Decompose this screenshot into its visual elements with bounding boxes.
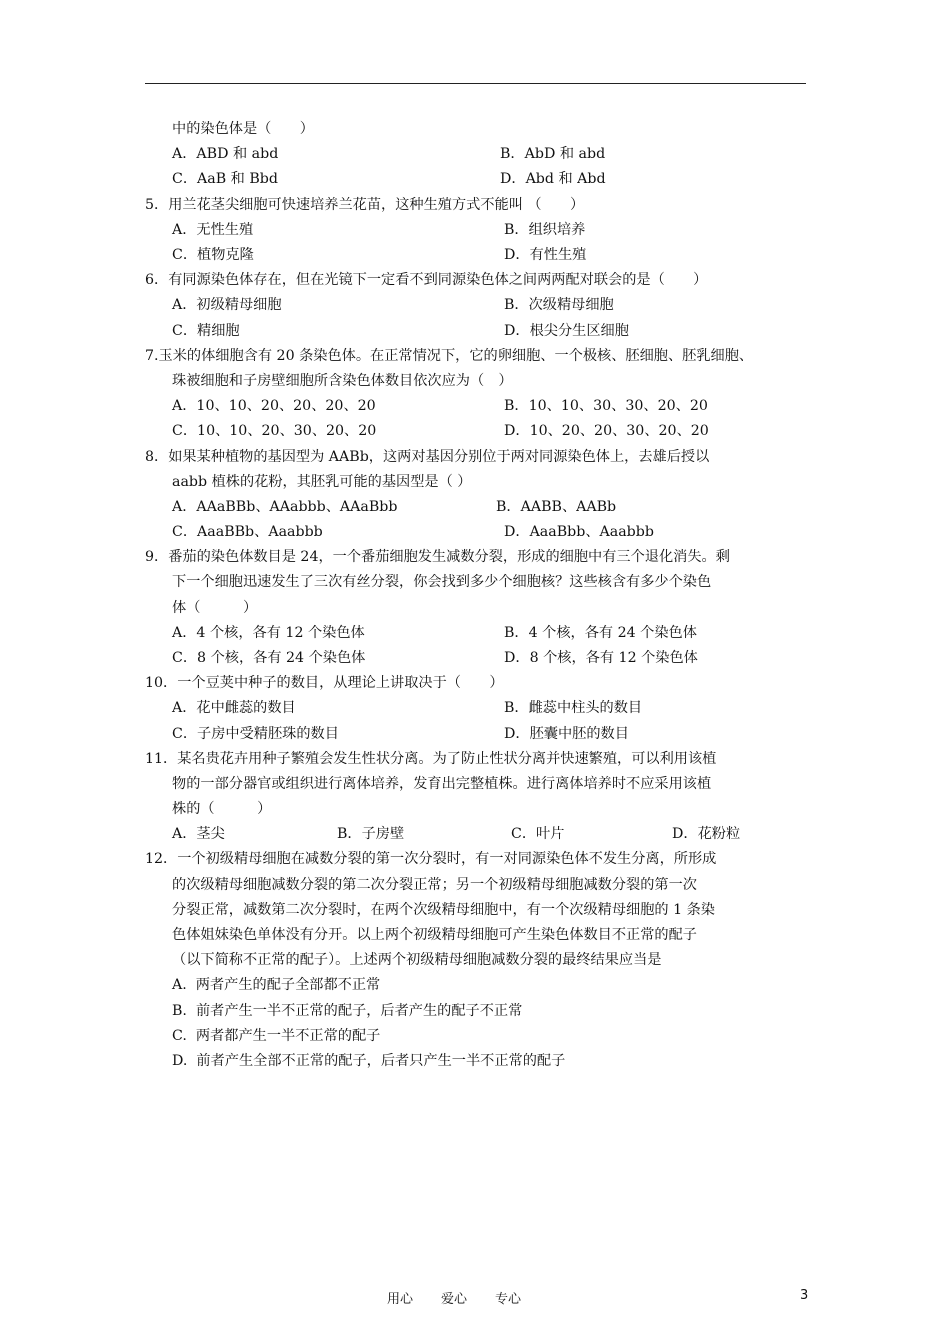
text-line: D．10、20、20、30、20、20 (504, 423, 709, 439)
text-line: C．AaaBBb、Aaabbb (172, 524, 323, 540)
text-line: 的次级精母细胞减数分裂的第二次分裂正常；另一个初级精母细胞减数分裂的第一次 (172, 877, 697, 893)
text-line: D．花粉粒 (672, 826, 741, 842)
text-line: 株的（ ） (172, 801, 272, 817)
text-line: B．子房壁 (337, 826, 405, 842)
text-line: B. 前者产生一半不正常的配子，后者产生的配子不正常 (172, 1003, 523, 1019)
text-line: A．无性生殖 (172, 222, 254, 238)
text-line: D．根尖分生区细胞 (504, 323, 629, 339)
text-line: 9．番茄的染色体数目是 24，一个番茄细胞发生减数分裂，形成的细胞中有三个退化消失。剩 (145, 549, 730, 565)
text-line: 6．有同源染色体存在，但在光镜下一定看不到同源染色体之间两两配对联会的是（ ） (145, 272, 708, 288)
text-line: A. 两者产生的配子全部都不正常 (172, 977, 381, 993)
text-line: 7.玉米的体细胞含有 20 条染色体。在正常情况下，它的卵细胞、一个极核、胚细胞、胚乳细胞、 (145, 348, 754, 364)
text-line: C．AaB 和 Bbd (172, 171, 278, 187)
text-line: B．4 个核，各有 24 个染色体 (504, 625, 697, 641)
text-line: D．有性生殖 (504, 247, 587, 263)
page-number: 3 (800, 1288, 809, 1303)
text-line: C．子房中受精胚珠的数目 (172, 726, 339, 742)
text-line: 10．一个豆荚中种子的数目，从理论上讲取决于（ ） (145, 675, 504, 691)
text-line: 分裂正常，减数第二次分裂时，在两个次级精母细胞中，有一个次级精母细胞的 1 条染 (172, 902, 715, 918)
text-line: 12．一个初级精母细胞在减数分裂的第一次分裂时，有一对同源染色体不发生分离，所形成 (145, 851, 717, 867)
text-line: C. 两者都产生一半不正常的配子 (172, 1028, 381, 1044)
text-line: 色体姐妹染色单体没有分开。以上两个初级精母细胞可产生染色体数目不正常的配子 (172, 927, 697, 943)
footer-slogan (387, 1288, 549, 1307)
text-line: B．组织培养 (504, 222, 586, 238)
text-line: 11．某名贵花卉用种子繁殖会发生性状分离。为了防止性状分离并快速繁殖，可以利用该植 (145, 751, 717, 767)
text-line: B．次级精母细胞 (504, 297, 614, 313)
header-rule (145, 83, 806, 84)
text-line: A．ABD 和 abd (172, 146, 279, 162)
footer-slogan-word: 用心 (387, 1292, 414, 1307)
text-line: （以下简称不正常的配子）。上述两个初级精母细胞减数分裂的最终结果应当是 (172, 952, 662, 968)
text-line: B．10、10、30、30、20、20 (504, 398, 708, 414)
footer-slogan-word: 专心 (495, 1292, 522, 1307)
text-line: D．胚囊中胚的数目 (504, 726, 629, 742)
text-line: B．AABB、AABb (496, 499, 617, 515)
text-line: 物的一部分器官或组织进行离体培养，发育出完整植株。进行离体培养时不应采用该植 (172, 776, 712, 792)
text-line: aabb 植株的花粉，其胚乳可能的基因型是（ ） (172, 474, 472, 490)
text-line: C．8 个核，各有 24 个染色体 (172, 650, 366, 666)
text-line: C．精细胞 (172, 323, 240, 339)
text-line: A．4 个核，各有 12 个染色体 (172, 625, 365, 641)
text-line: A．10、10、20、20、20、20 (172, 398, 376, 414)
text-line: C．叶片 (511, 826, 565, 842)
text-line: 中的染色体是（ ） (172, 121, 314, 137)
text-line: C．10、10、20、30、20、20 (172, 423, 377, 439)
text-line: D．8 个核，各有 12 个染色体 (504, 650, 698, 666)
text-line: D．Abd 和 Abd (500, 171, 606, 187)
text-line: C．植物克隆 (172, 247, 254, 263)
text-line: D．AaaBbb、Aaabbb (504, 524, 654, 540)
text-line: B．AbD 和 abd (500, 146, 606, 162)
text-line: 5．用兰花茎尖细胞可快速培养兰花苗，这种生殖方式不能叫 （ ） (145, 197, 585, 213)
text-line: A．AAaBBb、AAabbb、AAaBbb (172, 499, 398, 515)
text-line: 下一个细胞迅速发生了三次有丝分裂，你会找到多少个细胞核？这些核含有多少个染色 (172, 574, 712, 590)
text-line: B．雌蕊中柱头的数目 (504, 700, 643, 716)
text-line: A．初级精母细胞 (172, 297, 282, 313)
text-line: A．花中雌蕊的数目 (172, 700, 296, 716)
footer-slogan-word: 爱心 (441, 1292, 468, 1307)
text-line: 体（ ） (172, 600, 258, 616)
text-line: D. 前者产生全部不正常的配子，后者只产生一半不正常的配子 (172, 1053, 566, 1069)
text-line: 珠被细胞和子房壁细胞所含染色体数目依次应为（ ） (172, 373, 513, 389)
text-line: 8．如果某种植物的基因型为 AABb，这两对基因分别位于两对同源染色体上，去雄后授以 (145, 449, 710, 465)
text-line: A．茎尖 (172, 826, 225, 842)
